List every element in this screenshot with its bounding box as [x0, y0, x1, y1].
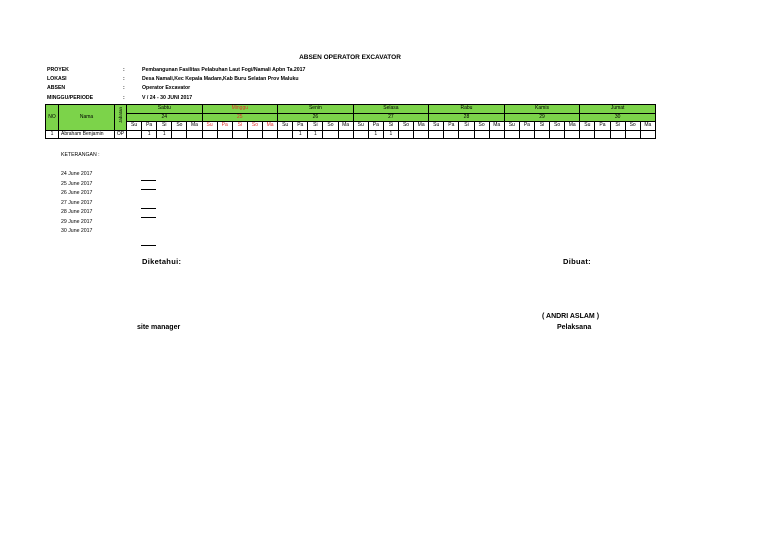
subcol-header: Pa	[217, 122, 232, 131]
attendance-cell	[217, 130, 232, 139]
subcol-header: Su	[429, 122, 444, 131]
diketahui-label: Diketahui:	[142, 257, 182, 266]
subcol-header: Su	[504, 122, 519, 131]
attendance-cell	[474, 130, 489, 139]
keterangan-label: KETERANGAN :	[61, 152, 100, 158]
subcol-header: So	[247, 122, 262, 131]
attendance-cell	[187, 130, 202, 139]
attendance-cell	[444, 130, 459, 139]
info-label: PROYEK	[47, 67, 69, 73]
site-manager-label: site manager	[137, 324, 181, 331]
date-item: 29 June 2017	[61, 218, 93, 225]
no-header: NO	[46, 105, 59, 131]
subcol-header: So	[625, 122, 640, 131]
attendance-cell	[429, 130, 444, 139]
subcol-header: Su	[278, 122, 293, 131]
row-no: 1	[46, 130, 59, 139]
attendance-cell	[640, 130, 655, 139]
attendance-cell	[247, 130, 262, 139]
header-row-days	[46, 105, 656, 114]
day-name-header: Sabtu	[127, 105, 203, 114]
day-date-header: 30	[580, 113, 656, 122]
subcol-header: Su	[580, 122, 595, 131]
info-colon: :	[123, 67, 125, 73]
subcol-header: Si	[459, 122, 474, 131]
day-date-header: 26	[278, 113, 354, 122]
info-value: Operator Excavator	[142, 85, 191, 92]
attendance-cell	[353, 130, 368, 139]
subcol-header: Ma	[565, 122, 580, 131]
name-header: Nama	[59, 105, 115, 131]
dash-mark	[141, 217, 156, 218]
date-item: 27 June 2017	[61, 199, 93, 206]
attendance-cell	[565, 130, 580, 139]
table-row	[46, 130, 656, 139]
attendance-cell	[504, 130, 519, 139]
jabatan-header	[115, 105, 127, 131]
day-name-header: Senin	[278, 105, 354, 114]
signer-name: ( ANDRI ASLAM )	[542, 313, 600, 320]
subcol-header: So	[323, 122, 338, 131]
subcol-header: Si	[610, 122, 625, 131]
row-jabatan: OP	[115, 130, 127, 139]
attendance-cell: 1	[308, 130, 323, 139]
attendance-cell: 1	[383, 130, 398, 139]
attendance-cell: 1	[142, 130, 157, 139]
dash-mark	[141, 189, 156, 190]
day-date-header: 27	[353, 113, 429, 122]
attendance-cell	[534, 130, 549, 139]
attendance-cell: 1	[157, 130, 172, 139]
info-colon: :	[123, 94, 125, 101]
subcol-header: Pa	[444, 122, 459, 131]
date-item: 25 June 2017	[61, 180, 93, 187]
day-name-header: Minggu	[202, 105, 278, 114]
subcol-header: Ma	[640, 122, 655, 131]
subcol-header: Si	[534, 122, 549, 131]
date-item: 26 June 2017	[61, 190, 93, 196]
day-name-header: Rabu	[429, 105, 505, 114]
subcol-header: So	[550, 122, 565, 131]
info-label: MINGGU/PERIODE	[47, 94, 94, 101]
subcol-header: Pa	[142, 122, 157, 131]
attendance-cell	[610, 130, 625, 139]
attendance-cell	[550, 130, 565, 139]
subcol-header: Ma	[338, 122, 353, 131]
subcol-header: Ma	[262, 122, 277, 131]
row-name: Abraham Benjamin	[59, 130, 115, 139]
attendance-cell: 1	[293, 130, 308, 139]
attendance-cell	[459, 130, 474, 139]
attendance-cell	[172, 130, 187, 139]
header-row-dates	[46, 113, 656, 122]
date-item: 30 June 2017	[61, 228, 93, 234]
day-name-header: Kamis	[504, 105, 580, 114]
pelaksana-label: Pelaksana	[557, 324, 592, 331]
day-date-header: 24	[127, 113, 203, 122]
attendance-cell: 1	[368, 130, 383, 139]
date-list	[61, 171, 92, 238]
attendance-cell	[489, 130, 504, 139]
document-title: ABSEN OPERATOR EXCAVATOR	[299, 54, 401, 61]
header-row-subcols	[46, 122, 656, 131]
info-value: Desa Namali,Kec Kepala Madam,Kab Buru Selatan Prov Maluku	[142, 76, 299, 83]
attendance-cell	[595, 130, 610, 139]
dash-mark	[141, 245, 156, 246]
subcol-header: Ma	[414, 122, 429, 131]
attendance-table	[45, 104, 656, 139]
subcol-header: Si	[308, 122, 323, 131]
subcol-header: Si	[157, 122, 172, 131]
attendance-cell	[519, 130, 534, 139]
info-label: LOKASI	[47, 76, 67, 83]
info-value: V / 24 - 30 JUNI 2017	[142, 94, 193, 101]
subcol-header: Su	[127, 122, 142, 131]
info-colon: :	[123, 76, 125, 83]
jabatan-header-label: Jabatan	[117, 107, 123, 124]
day-name-header: Jumat	[580, 105, 656, 114]
subcol-header: So	[172, 122, 187, 131]
dibuat-label: Dibuat:	[563, 257, 591, 266]
info-label: ABSEN	[47, 85, 66, 92]
subcol-header: Ma	[187, 122, 202, 131]
day-date-header: 25	[202, 113, 278, 122]
attendance-cell	[398, 130, 413, 139]
attendance-cell	[202, 130, 217, 139]
attendance-cell	[625, 130, 640, 139]
subcol-header: Pa	[519, 122, 534, 131]
day-name-header: Selasa	[353, 105, 429, 114]
attendance-cell	[323, 130, 338, 139]
day-date-header: 28	[429, 113, 505, 122]
subcol-header: So	[398, 122, 413, 131]
day-date-header: 29	[504, 113, 580, 122]
attendance-cell	[278, 130, 293, 139]
subcol-header: Su	[202, 122, 217, 131]
date-item: 24 June 2017	[61, 171, 93, 177]
dash-mark	[141, 208, 156, 209]
attendance-cell	[414, 130, 429, 139]
subcol-header: Pa	[368, 122, 383, 131]
subcol-header: So	[474, 122, 489, 131]
attendance-cell	[262, 130, 277, 139]
subcol-header: Su	[353, 122, 368, 131]
attendance-cell	[338, 130, 353, 139]
date-item: 28 June 2017	[61, 209, 93, 215]
dash-mark	[141, 180, 156, 181]
subcol-header: Pa	[293, 122, 308, 131]
attendance-cell	[232, 130, 247, 139]
subcol-header: Si	[232, 122, 247, 131]
subcol-header: Pa	[595, 122, 610, 131]
info-colon: :	[123, 85, 125, 92]
attendance-cell	[580, 130, 595, 139]
subcol-header: Si	[383, 122, 398, 131]
subcol-header: Ma	[489, 122, 504, 131]
attendance-cell	[127, 130, 142, 139]
info-value: Pembangunan Fasilitas Pelabuhan Laut Fogi/Namali Apbn Ta.2017	[142, 67, 306, 73]
